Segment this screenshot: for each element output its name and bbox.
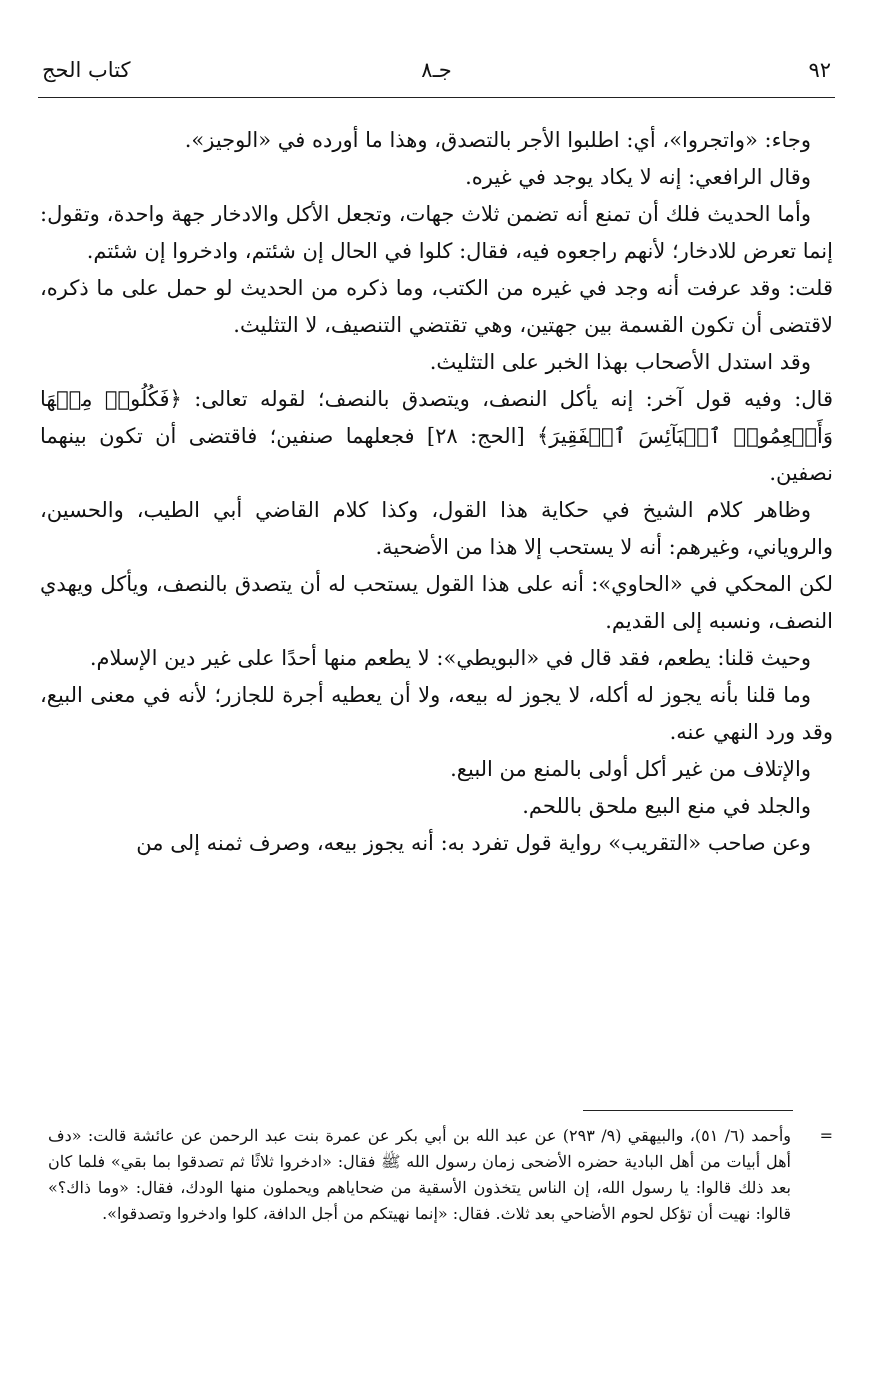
paragraph: قال: وفيه قول آخر: إنه يأكل النصف، ويتصدق بالنصف؛ لقوله تعالى: ﴿فَكُلُوا۟ مِنۡهَا وَأَطۡعِمُوا۟ ٱلۡبَآئِسَ ٱلۡفَقِيرَ﴾ [الحج: ٢٨] فجعلهما صنفين؛ فاقتضى أن تكون بينهما نصفين. xyxy=(40,387,833,485)
book-title: كتاب الحج xyxy=(42,58,131,82)
header-rule xyxy=(38,97,835,98)
volume-label: جـ٨ xyxy=(421,58,452,82)
paragraph: وما قلنا بأنه يجوز له أكله، لا يجوز له بيعه، ولا أن يعطيه أجرة للجازر؛ لأنه في معنى البيع، وقد ورد النهي عنه. xyxy=(40,683,833,744)
paragraph: وظاهر كلام الشيخ في حكاية هذا القول، وكذا كلام القاضي أبي الطيب، والحسين، والروياني، وغيرهم: أنه لا يستحب إلا هذا من الأضحية. xyxy=(40,498,833,559)
footnote-rule xyxy=(583,1110,793,1111)
paragraph: والإتلاف من غير أكل أولى بالمنع من البيع. xyxy=(450,757,811,781)
page-number: ٩٢ xyxy=(808,58,831,82)
paragraph: وأما الحديث فلك أن تمنع أنه تضمن ثلاث جهات، وتجعل الأكل والادخار جهة واحدة، وتقول: إنما تعرض للادخار؛ لأنهم راجعوه فيه، فقال: كلوا في الحال إن شئتم، وادخروا إن شئتم. xyxy=(40,202,833,263)
paragraph: وعن صاحب «التقريب» رواية قول تفرد به: أنه يجوز بيعه، وصرف ثمنه إلى من xyxy=(136,831,811,855)
paragraph: وجاء: «واتجروا»، أي: اطلبوا الأجر بالتصدق، وهذا ما أورده في «الوجيز». xyxy=(184,128,811,152)
main-text xyxy=(40,122,833,862)
footnote xyxy=(48,1123,833,1227)
paragraph: وقال الرافعي: إنه لا يكاد يوجد في غيره. xyxy=(465,165,811,189)
paragraph: وقد استدل الأصحاب بهذا الخبر على التثليث. xyxy=(429,350,811,374)
page-header xyxy=(38,58,835,92)
footnote-marker: = xyxy=(819,1126,833,1145)
footnote-text: وأحمد (٦/ ٥١)، والبيهقي (٩/ ٢٩٣) عن عبد الله بن أبي بكر عن عمرة بنت عبد الرحمن عن عائشة قالت: «دف أهل أبيات من أهل البادية حضره الأضحى زمان رسول الله ﷺ فقال: «ادخروا ثلاثًا ثم تصدقوا بما بقي» فلما كان بعد ذلك قالوا: يا رسول الله، إن الناس يتخذون الأسقية من ضحاياهم ويحملون منها الودك، فقال: «وما ذاك؟» قالوا: نهيت أن تؤكل لحوم الأضاحي بعد ثلاث. فقال: «إنما نهيتكم من أجل الدافة، كلوا وادخروا وتصدقوا». xyxy=(48,1126,792,1223)
paragraph: لكن المحكي في «الحاوي»: أنه على هذا القول يستحب له أن يتصدق بالنصف، ويأكل ويهدي النصف، ونسبه إلى القديم. xyxy=(40,572,833,633)
paragraph: والجلد في منع البيع ملحق باللحم. xyxy=(522,794,811,818)
paragraph: قلت: وقد عرفت أنه وجد في غيره من الكتب، وما ذكره من الحديث لو حمل على ما ذكره، لاقتضى أن تكون القسمة بين جهتين، وهي تقتضي التنصيف، لا التثليث. xyxy=(40,276,833,337)
paragraph: وحيث قلنا: يطعم، فقد قال في «البويطي»: لا يطعم منها أحدًا على غير دين الإسلام. xyxy=(89,646,811,670)
